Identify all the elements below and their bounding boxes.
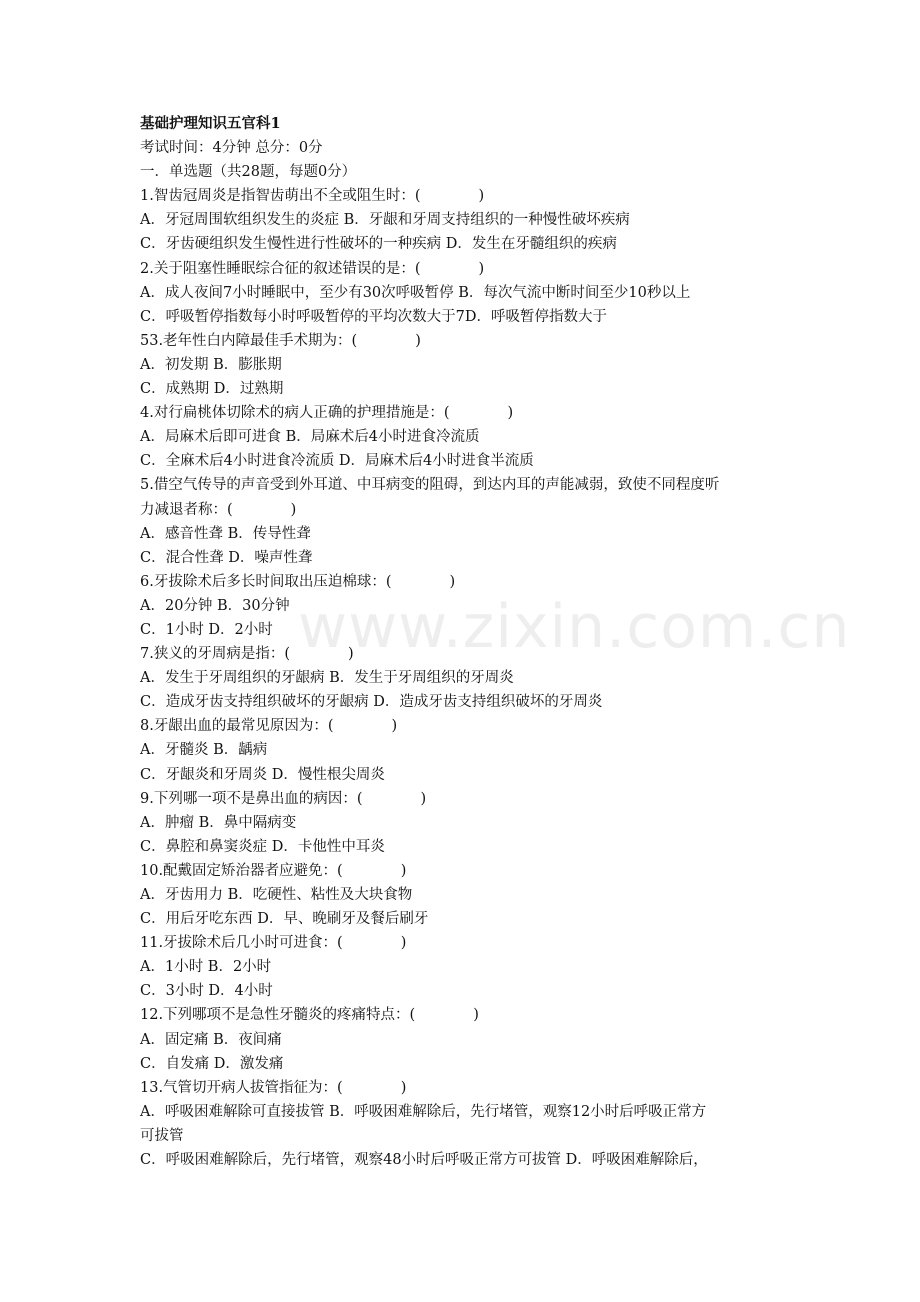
question-line: A．初发期 B．膨胀期 [140, 356, 282, 373]
question-stem: 8.牙龈出血的最常见原因为：( ) [140, 718, 398, 735]
question-stem: 9.下列哪一项不是鼻出血的病因：( ) [140, 790, 427, 807]
question-stem: 11.牙拔除术后几小时可进食：( ) [140, 935, 407, 952]
question-stem: 7.狭义的牙周病是指：( ) [140, 646, 354, 663]
question-line: C．全麻术后4小时进食冷流质 D．局麻术后4小时进食半流质 [140, 453, 534, 470]
question-line: C．鼻腔和鼻窦炎症 D．卡他性中耳炎 [140, 838, 385, 855]
question-item [140, 714, 790, 786]
question-stem: 1.智齿冠周炎是指智齿萌出不全或阻生时：( ) [140, 188, 485, 205]
question-stem: 2.关于阻塞性睡眠综合征的叙述错误的是：( ) [140, 260, 485, 277]
question-line: C．混合性聋 D．噪声性聋 [140, 549, 313, 566]
question-item [140, 329, 790, 401]
question-line: C．成熟期 D．过熟期 [140, 381, 284, 398]
question-item [140, 473, 790, 569]
question-item [140, 931, 790, 1003]
question-item [140, 570, 790, 642]
question-item [140, 1003, 790, 1075]
question-stem: 53.老年性白内障最佳手术期为：( ) [140, 332, 421, 349]
question-stem: 4.对行扁桃体切除术的病人正确的护理措施是：( ) [140, 405, 514, 422]
question-line: C．3小时 D．4小时 [140, 983, 273, 1000]
section-heading: 一．单选题（共28题，每题0分） [140, 164, 357, 181]
question-line: A．呼吸困难解除可直接拔管 B．呼吸困难解除后，先行堵管，观察12小时后呼吸正常方 [140, 1103, 707, 1120]
question-item [140, 401, 790, 473]
question-line: A．固定痛 B．夜间痛 [140, 1031, 282, 1048]
question-line: A．局麻术后即可进食 B．局麻术后4小时进食冷流质 [140, 429, 480, 446]
question-line: 力减退者称：( ) [140, 501, 297, 518]
question-item [140, 859, 790, 931]
question-line: A．牙齿用力 B．吃硬性、粘性及大块食物 [140, 887, 413, 903]
question-line: A．肿瘤 B．鼻中隔病变 [140, 814, 297, 831]
question-item [140, 787, 790, 859]
question-line: C．用后牙吃东西 D．早、晚刷牙及餐后刷牙 [140, 911, 429, 928]
document-page [140, 112, 790, 1172]
exam-meta: 考试时间：4分钟 总分：0分 [140, 140, 323, 157]
question-line: C．呼吸困难解除后，先行堵管，观察48小时后呼吸正常方可拔管 D．呼吸困难解除后， [140, 1152, 708, 1169]
question-line: C．牙龈炎和牙周炎 D．慢性根尖周炎 [140, 766, 385, 783]
question-list [140, 184, 790, 1172]
question-stem: 12.下列哪项不是急性牙髓炎的疼痛特点：( ) [140, 1007, 479, 1024]
question-line: A．成人夜间7小时睡眠中，至少有30次呼吸暂停 B．每次气流中断时间至少10秒以上 [140, 284, 691, 301]
question-line: A．牙髓炎 B．龋病 [140, 742, 268, 759]
question-line: A．感音性聋 B．传导性聋 [140, 525, 311, 542]
question-item [140, 184, 790, 256]
document-title: 基础护理知识五官科1 [140, 115, 281, 132]
question-stem: 13.气管切开病人拔管指征为：( ) [140, 1079, 407, 1096]
question-line: C．自发痛 D．激发痛 [140, 1055, 284, 1072]
question-stem: 10.配戴固定矫治器者应避免：( ) [140, 862, 407, 879]
question-line: A．发生于牙周组织的牙龈病 B．发生于牙周组织的牙周炎 [140, 670, 514, 687]
question-item [140, 257, 790, 329]
question-line: A．牙冠周围软组织发生的炎症 B．牙龈和牙周支持组织的一种慢性破坏疾病 [140, 212, 630, 229]
question-line: A．1小时 B．2小时 [140, 959, 272, 976]
watermark: www.zixin.com.cn [298, 592, 851, 662]
question-stem: 5.借空气传导的声音受到外耳道、中耳病变的阻碍，到达内耳的声能减弱，致使不同程度听 [140, 477, 720, 494]
question-item [140, 642, 790, 714]
question-item [140, 1076, 790, 1172]
question-line: C．造成牙齿支持组织破坏的牙龈病 D．造成牙齿支持组织破坏的牙周炎 [140, 694, 603, 711]
question-stem: 6.牙拔除术后多长时间取出压迫棉球：( ) [140, 573, 456, 590]
question-line: C．呼吸暂停指数每小时呼吸暂停的平均次数大于7D．呼吸暂停指数大于 [140, 308, 607, 325]
question-line: 可拔管 [140, 1127, 184, 1144]
question-line: C．牙齿硬组织发生慢性进行性破坏的一种疾病 D．发生在牙髓组织的疾病 [140, 236, 617, 253]
question-line: A．20分钟 B．30分钟 [140, 597, 290, 614]
question-line: C．1小时 D．2小时 [140, 621, 273, 638]
